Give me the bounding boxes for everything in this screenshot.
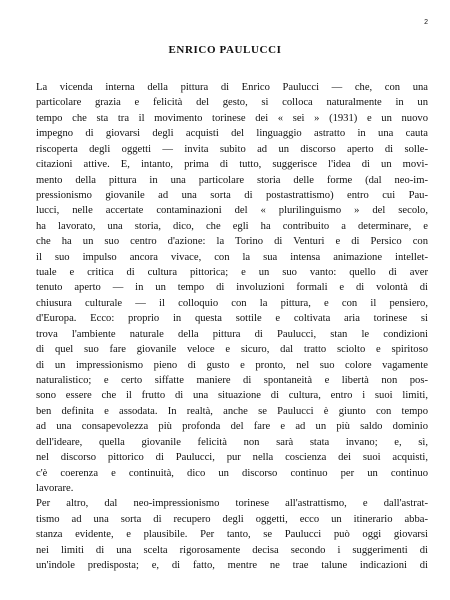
text-line: citazioni attive. E, intanto, prima di tutto, suggerisce l'idea di un movi-: [36, 159, 428, 171]
text-line: nel discorso pittorico di Paulucci, pur nella coscienza dei suoi acquisti,: [36, 452, 428, 464]
text-line: impegno di giovarsi degli acquisti del linguaggio astratto in una cauta: [36, 128, 428, 140]
text-line: tismo ad una sorta di recupero degli oggetti, ecco un itinerario abba-: [36, 513, 428, 525]
text-line: particolare grazia e felicità del gesto, si colloca naturalmente in un: [36, 97, 428, 109]
text-line: Per altro, dal neo-impressionismo torinese all'astrattismo, e dall'astrat-: [36, 498, 428, 510]
text-line: un'indole predisposta; e, di fatto, mentre ne trae talune indicazioni di: [36, 560, 428, 572]
text-line: il suo impulso ancora vivace, con la sua intensa animazione intellet-: [36, 251, 428, 263]
body-text: [36, 80, 428, 574]
text-line: lavorare.: [36, 482, 74, 494]
text-line: sono essere che il frutto di una situazione di cultura, entro i suoi limiti,: [36, 390, 428, 402]
page-title: ENRICO PAULUCCI: [168, 44, 282, 56]
text-line: La vicenda interna della pittura di Enrico Paulucci — che, con una: [36, 82, 428, 93]
text-line: tempo che sta tra il movimento torinese dei « sei » (1931) e un nuovo: [36, 112, 428, 124]
text-line: trova l'ambiente naturale della pittura di Paulucci, stan le condizioni: [36, 328, 428, 340]
text-line: nei limiti di una scelta rigorosamente decisa secondo i suggerimenti di: [36, 544, 428, 556]
text-line: ha lavorato, una storia, dico, che egli ha contribuito a determinare, e: [36, 220, 428, 232]
text-line: c'è coerenza e continuità, dico un discorso continuo per un continuo: [36, 467, 428, 479]
text-line: ad una consapevolezza più profonda del fare e ad un più saldo dominio: [36, 421, 428, 433]
text-line: tuale e critica di cultura pittorica; e un suo vanto: quello di aver: [36, 267, 428, 279]
text-line: lucci, nelle accertate contaminazioni del « plurilinguismo » del secolo,: [36, 205, 428, 217]
text-line: tenuto aperto — in un tempo di involuzioni formali e di volontà di: [36, 282, 428, 294]
text-line: che ha un suo centro d'azione: la Torino di Venturi e di Persico con: [36, 236, 428, 248]
text-line: stanza evidente, e plausibile. Per tanto, se Paulucci può oggi giovarsi: [36, 529, 428, 541]
text-line: ben definita e assodata. In realtà, anche se Paulucci è giunto con tempo: [36, 405, 428, 417]
text-line: di quel suo fare giovanile veloce e sicuro, dal tratto sciolto e spiritoso: [36, 344, 428, 356]
text-line: d'Europa. Ecco: proprio in questa sottile e coltivata aria torinese si: [36, 313, 428, 325]
text-line: pressionismo giovanile ad una sorta di postastrattismo) entro cui Pau-: [36, 189, 428, 201]
text-line: mento della pittura in una particolare storia delle forme (dal neo-im-: [36, 174, 428, 186]
text-line: dell'ideare, quella giovanile felicità non sarà stata invano; e, sì,: [36, 436, 428, 448]
page-number: 2: [424, 19, 428, 26]
text-line: riscoperta degli oggetti — invita subito ad un discorso aperto di solle-: [36, 143, 428, 155]
text-line: chiusura culturale — il colloquio con la pittura, e con il pensiero,: [36, 297, 428, 309]
text-line: di un impressionismo pieno di gusto e pronto, nel suo colore vagamente: [36, 359, 428, 371]
text-line: naturalistico; e certo siffatte maniere di spontaneità e libertà non pos-: [36, 375, 428, 387]
